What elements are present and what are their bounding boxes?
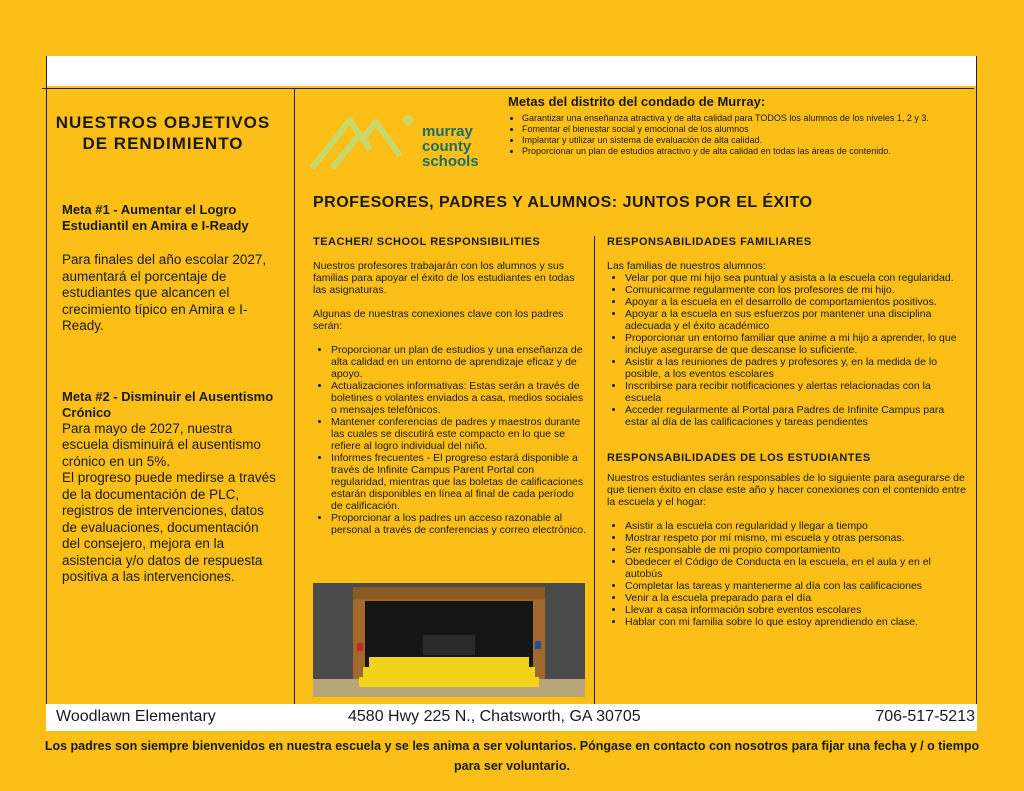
volunteer-note: Los padres son siempre bienvenidos en nuestra escuela y se les anima a ser voluntarios. Póngase en contacto con nosotros para fijar una fecha y / o tiempo para ser voluntario. — [44, 739, 980, 773]
list-item: • Mantener conferencias de padres y maestros durante las cuales se discutirá este compacto en lo que se refiere al logro individual del niño. — [331, 416, 588, 452]
district-goals — [508, 94, 968, 157]
goal2-heading: Meta #2 - Disminuir el Ausentismo Crónico — [62, 388, 274, 420]
district-goals-list — [508, 113, 968, 157]
list-item: • Velar por que mi hijo sea puntual y asista a la escuela con regularidad. — [625, 272, 967, 284]
list-item: • Inscribirse para recibir notificaciones y alertas relacionadas con la escuela — [625, 380, 967, 404]
list-item: • Hablar con mi familia sobre lo que estoy aprendiendo en clase. — [625, 616, 967, 628]
footer-bar — [46, 704, 977, 731]
list-item: • Proporcionar un plan de estudios atractivo y de alta calidad en todas las áreas de contenido. — [522, 146, 968, 157]
goal2-progress-text: El progreso puede medirse a través de la documentación de PLC, registros de intervenciones, datos de evaluaciones, documentación del consejero, mejora en la asistencia y/o datos de respuesta positiva a las intervenciones. — [62, 470, 276, 584]
murray-county-schools-logo — [310, 112, 500, 184]
graduation-photo — [313, 583, 585, 697]
logo-line-county: county — [422, 138, 472, 155]
list-item: • Implantar y utilizar un sistema de evaluación de alta calidad. — [522, 135, 968, 146]
graduation-stage-image — [313, 583, 585, 697]
family-list — [607, 272, 967, 428]
main-title: PROFESORES, PADRES Y ALUMNOS: JUNTOS POR EL ÉXITO — [313, 194, 813, 211]
logo-line-murray: murray — [422, 123, 473, 140]
family-intro: Las familias de nuestros alumnos: — [607, 260, 766, 272]
school-name: Woodlawn Elementary — [56, 708, 216, 725]
list-item: • Asistir a la escuela con regularidad y llegar a tiempo — [625, 520, 967, 532]
list-item: • Completar las tareas y mantenerme al día con las calificaciones — [625, 580, 967, 592]
list-item: • Mostrar respeto por mí mismo, mi escuela y otras personas. — [625, 532, 967, 544]
list-item: • Actualizaciones informativas: Estas serán a través de boletines o volantes enviados a casa, medios sociales o mensajes telefónicos. — [331, 380, 588, 416]
logo-wordmark — [422, 124, 479, 169]
list-item: • Garantizar una enseñanza atractiva y de alta calidad para TODOS los alumnos de los niveles 1, 2 y 3. — [522, 113, 968, 124]
teacher-heading: TEACHER/ SCHOOL RESPONSIBILITIES — [313, 236, 541, 248]
students-heading: RESPONSABILIDADES DE LOS ESTUDIANTES — [607, 452, 871, 464]
frame-top-line — [42, 88, 974, 89]
list-item: • Asistir a las reuniones de padres y profesores y, en la medida de lo posible, a los eventos escolares — [625, 356, 967, 380]
objectives-title: NUESTROS OBJETIVOS DE RENDIMIENTO — [55, 113, 271, 153]
list-item: • Proporcionar a los padres un acceso razonable al personal a través de conferencias y correo electrónico. — [331, 512, 588, 536]
left-column — [48, 92, 290, 586]
list-item: • Ser responsable de mi propio comportamiento — [625, 544, 967, 556]
goal1-text: Para finales del año escolar 2027, aumentará el porcentaje de estudiantes que alcancen el crecimiento típico en Amira e I-Ready. — [62, 252, 267, 333]
goal2-text: Para mayo de 2027, nuestra escuela disminuirá el ausentismo crónico en un 5%. — [62, 420, 261, 469]
list-item: • Acceder regularmente al Portal para Padres de Infinite Campus para estar al día de las calificaciones y tareas pendientes — [625, 404, 967, 428]
column-divider-mid — [594, 236, 595, 704]
list-item: • Apoyar a la escuela en sus esfuerzos por mantener una disciplina adecuada y el éxito académico — [625, 308, 967, 332]
list-item: • Venir a la escuela preparado para el día — [625, 592, 967, 604]
list-item: • Apoyar a la escuela en el desarrollo de comportamientos positivos. — [625, 296, 967, 308]
goal1-heading: Meta #1 - Aumentar el Logro Estudiantil en Amira e I-Ready — [62, 202, 249, 233]
column-divider-left — [294, 88, 295, 704]
school-phone: 706-517-5213 — [875, 708, 975, 725]
teacher-intro: Nuestros profesores trabajarán con los alumnos y sus familias para apoyar el éxito de los estudiantes en todas las asignaturas. — [313, 260, 575, 296]
list-item: • Proporcionar un entorno familiar que anime a mi hijo a aprender, lo que incluye asegurarse de que descanse lo suficiente. — [625, 332, 967, 356]
teacher-responsibilities — [313, 236, 588, 536]
list-item: • Llevar a casa información sobre eventos escolares — [625, 604, 967, 616]
family-and-student-responsibilities — [607, 236, 967, 628]
header-band — [46, 56, 977, 86]
students-intro: Nuestros estudiantes serán responsables de lo siguiente para asegurarse de que tienen éxito en clase este año y hacer conexiones con el contenido entre la escuela y el hogar: — [607, 472, 966, 508]
family-heading: RESPONSABILIDADES FAMILIARES — [607, 236, 812, 248]
teacher-list — [313, 344, 588, 536]
district-goals-title: Metas del distrito del condado de Murray: — [508, 94, 766, 109]
teacher-intro-2: Algunas de nuestras conexiones clave con los padres serán: — [313, 308, 564, 332]
list-item: • Obedecer el Código de Conducta en la escuela, en el aula y en el autobús — [625, 556, 967, 580]
logo-line-schools: schools — [422, 153, 479, 170]
frame-left-line — [46, 56, 47, 731]
list-item: • Proporcionar un plan de estudios y una enseñanza de alta calidad en un entorno de aprendizaje eficaz y de apoyo. — [331, 344, 588, 380]
list-item: • Informes frecuentes - El progreso estará disponible a través de Infinite Campus Parent Portal con regularidad, mientras que las boletas de calificaciones estarán disponibles en línea al final de cada período de calificación. — [331, 452, 588, 512]
list-item: • Comunicarme regularmente con los profesores de mi hijo. — [625, 284, 967, 296]
list-item: • Fomentar el bienestar social y emocional de los alumnos — [522, 124, 968, 135]
school-address: 4580 Hwy 225 N., Chatsworth, GA 30705 — [348, 708, 641, 725]
mountain-logo-icon — [310, 112, 420, 172]
frame-right-line — [976, 56, 977, 731]
students-list — [607, 520, 967, 628]
